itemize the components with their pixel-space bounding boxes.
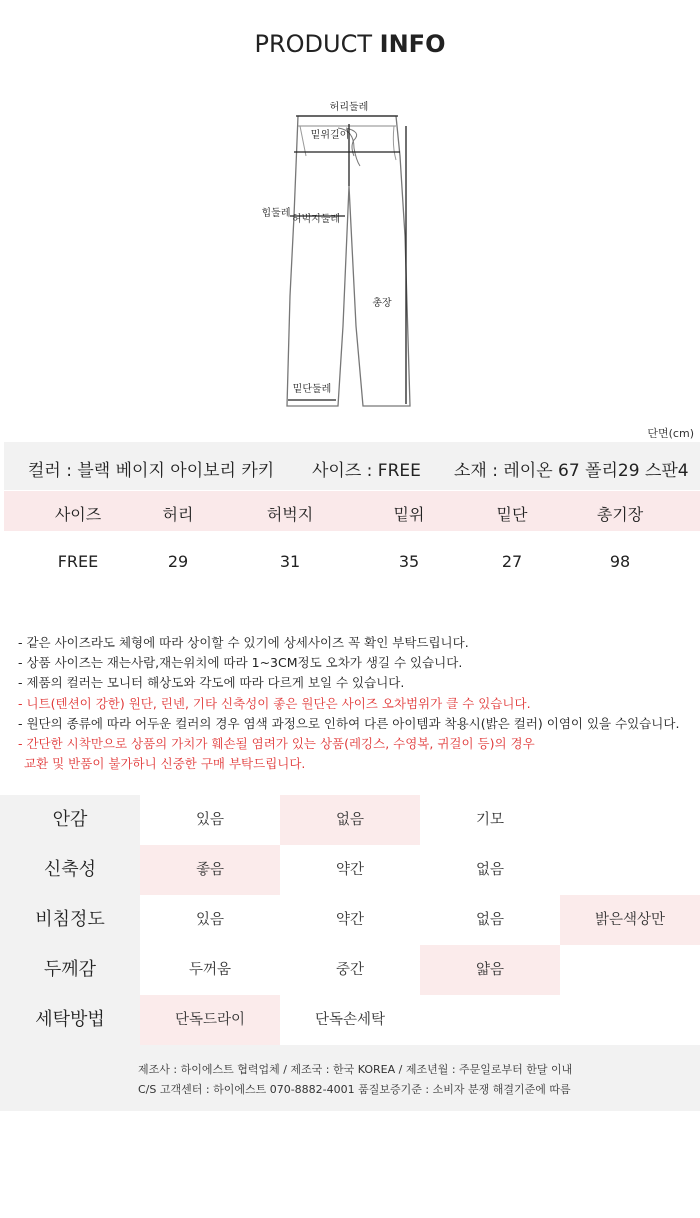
label-hem: 밑단둘레 <box>292 384 332 395</box>
option-cell: 기모 <box>475 812 504 828</box>
page-title <box>0 30 700 58</box>
size-header-cell: 사이즈 <box>54 505 102 524</box>
size-header-cell: 밑위 <box>393 505 425 524</box>
title-light: PRODUCT <box>254 30 380 58</box>
option-row-washing <box>0 995 700 1045</box>
option-cell: 없음 <box>475 912 504 928</box>
size-table <box>4 491 700 531</box>
size-header-cell: 총기장 <box>596 505 644 524</box>
size-cell: 35 <box>398 552 420 571</box>
option-cell: 약간 <box>335 862 364 878</box>
info-color: 컬러 : 블랙 베이지 아이보리 카키 <box>28 461 275 481</box>
option-cell: 있음 <box>195 812 224 828</box>
size-cell: 98 <box>609 552 631 571</box>
option-cell-selected: 없음 <box>280 795 420 845</box>
option-label: 비침정도 <box>0 895 140 945</box>
option-cell: 두꺼움 <box>188 962 232 978</box>
option-cell-selected: 좋음 <box>140 845 280 895</box>
footer <box>0 1045 700 1111</box>
option-cell-selected: 밝은색상만 <box>560 895 700 945</box>
note-item: - 제품의 컬러는 모니터 해상도와 각도에 따라 다르게 보일 수 있습니다. <box>18 675 405 691</box>
note-item-warning: 교환 및 반품이 불가하니 신중한 구매 부탁드립니다. <box>24 756 306 772</box>
footer-cs: C/S 고객센터 : 하이에스트 070-8882-4001 품질보증기준 : 소비자 분쟁 해결기준에 따름 <box>138 1083 571 1096</box>
size-cell: 29 <box>167 552 189 571</box>
option-cell-selected: 얇음 <box>420 945 560 995</box>
notes-list <box>18 633 679 774</box>
note-item: - 원단의 종류에 따라 어두운 컬러의 경우 염색 과정으로 인하여 다른 아이템과 착용시(밝은 컬러) 이염이 있을 수있습니다. <box>18 715 680 731</box>
label-rise: 밑위길이 <box>310 130 350 141</box>
size-header-cell: 허벅지 <box>266 505 314 524</box>
option-row-sheerness <box>0 895 700 945</box>
label-hip: 힙둘레 <box>261 208 291 219</box>
option-cell: 있음 <box>195 912 224 928</box>
option-label: 두께감 <box>0 945 140 995</box>
info-material: 소재 : 레이온 67 폴리29 스판4 <box>454 461 689 481</box>
info-bar <box>4 442 700 490</box>
option-row-stretch <box>0 845 700 895</box>
size-cell: 27 <box>501 552 523 571</box>
footer-manufacturer: 제조사 : 하이에스트 협력업체 / 제조국 : 한국 KOREA / 제조년월 : 주문일로부터 한달 이내 <box>138 1063 573 1076</box>
pants-diagram <box>250 96 450 416</box>
info-size: 사이즈 : FREE <box>312 461 421 481</box>
title-bold: INFO <box>379 30 446 58</box>
option-label: 신축성 <box>0 845 140 895</box>
size-cell: 31 <box>279 552 301 571</box>
option-row-thickness <box>0 945 700 995</box>
label-length: 총장 <box>372 298 392 309</box>
size-cell: FREE <box>57 552 99 571</box>
unit-note: 단면(cm) <box>647 427 694 440</box>
note-item-warning: - 니트(텐션이 강한) 원단, 린넨, 기타 신축성이 좋은 원단은 사이즈 오차범위가 클 수 있습니다. <box>18 695 531 711</box>
option-row-lining <box>0 795 700 845</box>
option-label: 세탁방법 <box>0 995 140 1045</box>
size-header-cell: 허리 <box>162 505 194 524</box>
option-cell: 단독손세탁 <box>314 1012 386 1028</box>
option-cell: 중간 <box>335 962 364 978</box>
note-item: - 상품 사이즈는 재는사람,재는위치에 따라 1~3CM정도 오차가 생길 수 있습니다. <box>18 655 463 671</box>
option-cell-selected: 단독드라이 <box>140 995 280 1045</box>
label-waist: 허리둘레 <box>329 102 369 113</box>
option-cell: 없음 <box>475 862 504 878</box>
option-cell: 약간 <box>335 912 364 928</box>
note-item: - 같은 사이즈라도 체형에 따라 상이할 수 있기에 상세사이즈 꼭 확인 부탁드립니다. <box>18 635 469 650</box>
size-header-cell: 밑단 <box>496 505 528 524</box>
label-thigh: 허벅지둘레 <box>291 214 341 225</box>
option-label: 안감 <box>0 795 140 845</box>
size-table-header <box>4 491 700 531</box>
note-item-warning: - 간단한 시착만으로 상품의 가치가 훼손될 염려가 있는 상품(레깅스, 수영복, 귀걸이 등)의 경우 <box>18 736 535 752</box>
